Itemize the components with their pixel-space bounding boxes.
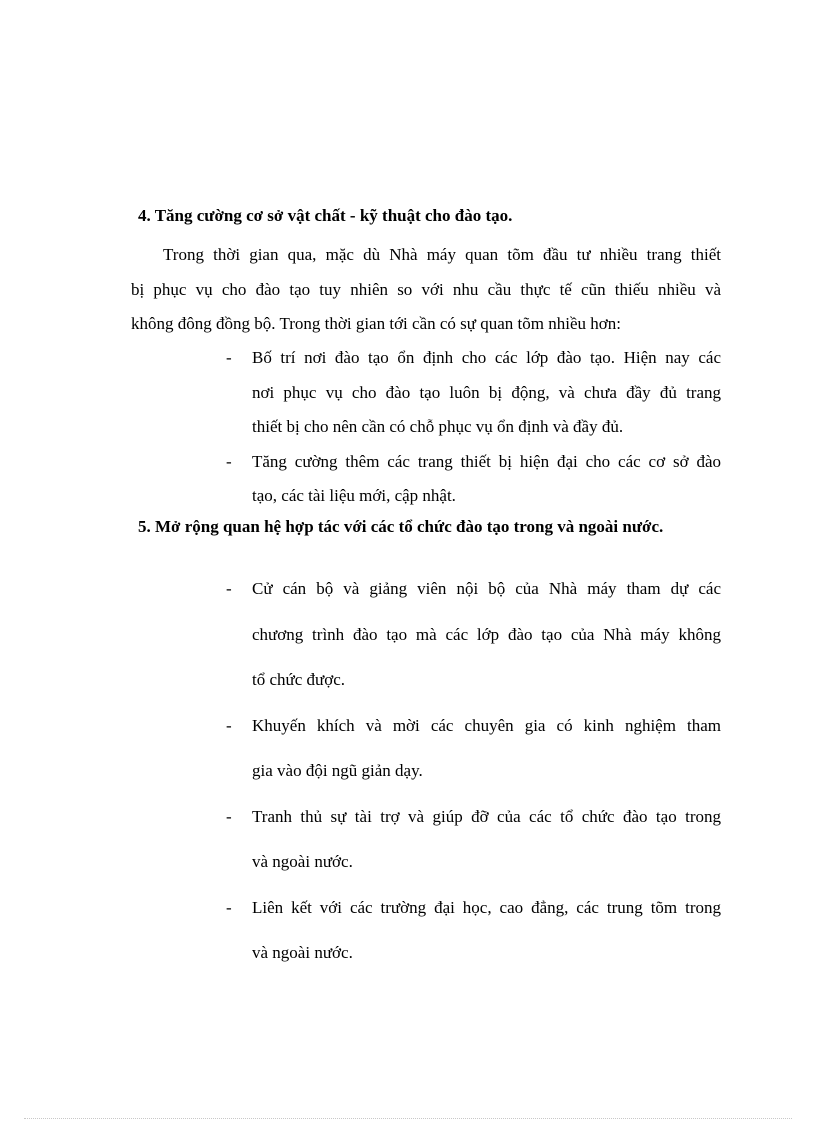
section-4-bullet-list [226, 341, 721, 514]
bullet-line: tạo, các tài liệu mới, cập nhật. [252, 486, 456, 505]
section-5-heading: 5. Mở rộng quan hệ hợp tác với các tổ chức đào tạo trong và ngoài nước. [138, 517, 664, 536]
paragraph-line: không đông đồng bộ. Trong thời gian tới cần có sự quan tõm nhiều hơn: [131, 314, 621, 333]
dash-marker: - [226, 897, 232, 917]
dash-marker: - [226, 579, 232, 598]
paragraph-line: Trong thời gian qua, mặc dù Nhà máy quan tõm đầu tư nhiều trang thiết [163, 245, 721, 264]
bullet-item [226, 703, 721, 794]
dash-marker: - [226, 348, 232, 367]
bullet-line: Liên kết với các trường đại học, cao đẳng, các trung tõm trong [252, 897, 721, 917]
paragraph-line: bị phục vụ cho đào tạo tuy nhiên so với nhu cầu thực tế cũn thiếu nhiều và [131, 279, 721, 299]
dash-marker: - [226, 715, 232, 735]
dash-marker: - [226, 451, 232, 471]
bullet-item [226, 341, 721, 445]
bullet-line: gia vào đội ngũ giản dạy. [252, 761, 423, 780]
bullet-item [226, 794, 721, 885]
footer-dotted-rule [24, 1118, 792, 1119]
bullet-line: và ngoài nước. [252, 943, 353, 962]
bullet-line: và ngoài nước. [252, 852, 353, 871]
dash-marker: - [226, 806, 232, 826]
section-4-paragraph [131, 238, 721, 342]
bullet-line: tổ chức được. [252, 670, 346, 689]
bullet-item [226, 445, 721, 514]
bullet-line: thiết bị cho nên cần có chỗ phục vụ ổn định và đầy đủ. [252, 417, 624, 436]
bullet-item [226, 566, 721, 703]
bullet-line: Khuyến khích và mời các chuyên gia có kinh nghiệm tham [252, 715, 721, 735]
bullet-line: chương trình đào tạo mà các lớp đào tạo của Nhà máy không [252, 624, 721, 644]
bullet-item [226, 885, 721, 976]
bullet-line: Tăng cường thêm các trang thiết bị hiện đại cho các cơ sở đào [252, 451, 721, 471]
bullet-line: nơi phục vụ cho đào tạo luôn bị động, và chưa đầy đủ trang [252, 382, 721, 402]
bullet-line: Bố trí nơi đào tạo ổn định cho các lớp đào tạo. Hiện nay các [252, 348, 721, 367]
section-4-heading: 4. Tăng cường cơ sở vật chất - kỹ thuật cho đào tạo. [138, 206, 513, 225]
section-5-bullet-list [226, 566, 721, 976]
bullet-line: Cử cán bộ và giảng viên nội bộ của Nhà máy tham dự các [252, 579, 721, 598]
bullet-line: Tranh thủ sự tài trợ và giúp đỡ của các tổ chức đào tạo trong [252, 806, 721, 826]
